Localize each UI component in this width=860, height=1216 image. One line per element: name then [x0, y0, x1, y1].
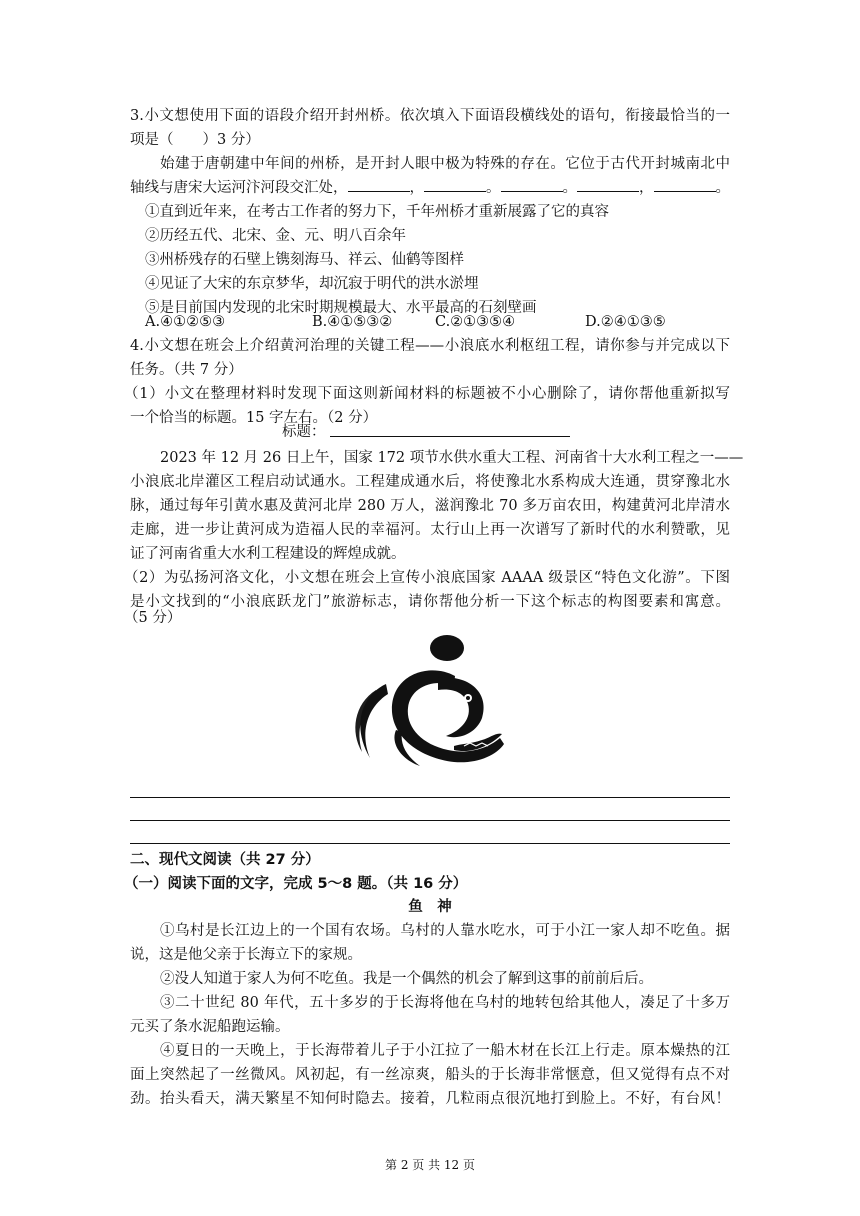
q4-sub2-line3: （5 分） — [124, 610, 182, 626]
title-input-line[interactable] — [330, 436, 570, 437]
fill-blank[interactable] — [577, 177, 639, 192]
story-title: 鱼 神 — [408, 899, 452, 915]
q4-sub1-line2: 一个恰当的标题。15 字左右。（2 分） — [130, 410, 378, 426]
news-line5: 证了河南省重大水利工程建设的辉煌成就。 — [130, 546, 406, 562]
q3-option-1: ①直到近年来，在考古工作者的努力下，千年州桥才重新展露了它的真容 — [145, 204, 609, 220]
q4-stem-line2: 任务。（共 7 分） — [130, 362, 243, 378]
news-line4: 走廊，进一步让黄河成为造福人民的幸福河。太行山上再一次谱写了新时代的水利赞歌，见 — [130, 522, 730, 538]
q3-stem-line1: 3.小文想使用下面的语段介绍开封州桥。依次填入下面语段横线处的语句，衔接最恰当的一 — [130, 108, 730, 124]
fish-wave-logo-icon — [350, 634, 506, 772]
answer-line[interactable] — [130, 797, 730, 798]
choice-a[interactable]: A.④①②⑤③ — [145, 314, 226, 330]
story-p4-line2: 面上突然起了一丝微风。风初起，有一丝凉爽，船头的于长海非常惬意，但又觉得有点不对 — [130, 1067, 730, 1083]
part-heading: （一）阅读下面的文字，完成 5～8 题。（共 16 分） — [124, 876, 468, 892]
choice-b[interactable]: B.④①⑤③② — [312, 314, 393, 330]
news-line2: 小浪底北岸灌区工程启动试通水。工程建成通水后，将使豫北水系构成大连通，贯穿豫北水 — [130, 474, 730, 490]
q3-choices — [145, 310, 705, 334]
story-p2: ②没人知道于家人为何不吃鱼。我是一个偶然的机会了解到这事的前前后后。 — [160, 971, 653, 987]
story-p3-line1: ③二十世纪 80 年代，五十多岁的于长海将他在乌村的地转包给其他人，凑足了十多万 — [160, 995, 730, 1011]
answer-line[interactable] — [130, 843, 730, 844]
title-label: 标题： — [282, 424, 326, 440]
q3-passage-line1: 始建于唐朝建中年间的州桥，是开封人眼中极为特殊的存在。它位于古代开封城南北中 — [160, 156, 730, 172]
q3-option-4: ④见证了大宋的东京梦华，却沉寂于明代的洪水淤埋 — [145, 276, 479, 292]
q3-option-2: ②历经五代、北宋、金、元、明八百余年 — [145, 228, 406, 244]
q3-option-5: ⑤是目前国内发现的北宋时期规模最大、水平最高的石刻壁画 — [145, 300, 537, 316]
answer-line[interactable] — [130, 820, 730, 821]
story-p4-line3: 劲。抬头看天，满天繁星不知何时隐去。接着，几粒雨点很沉地打到脸上。不好，有台风！ — [130, 1091, 730, 1107]
story-p3-line2: 元买了条水泥船跑运输。 — [130, 1019, 290, 1035]
fill-blank[interactable] — [654, 177, 716, 192]
page-footer: 第 2 页 共 12 页 — [385, 1158, 475, 1172]
q4-sub2-line2: 是小文找到的“小浪底跃龙门”旅游标志，请你帮他分析一下这个标志的构图要素和寓意。 — [130, 594, 730, 610]
q4-stem-line1: 4.小文想在班会上介绍黄河治理的关键工程——小浪底水利枢纽工程，请你参与并完成以下 — [130, 338, 730, 354]
story-p1-line1: ①乌村是长江边上的一个国有农场。乌村的人靠水吃水，可于小江一家人却不吃鱼。据 — [160, 923, 730, 939]
fill-blank[interactable] — [501, 177, 563, 192]
news-line1: 2023 年 12 月 26 日上午，国家 172 项节水供水重大工程、河南省十大水利工程之一—— — [160, 450, 744, 466]
section-heading: 二、现代文阅读（共 27 分） — [130, 852, 320, 868]
choice-c[interactable]: C.②①③⑤④ — [435, 314, 516, 330]
q4-sub1-line1: （1）小文在整理材料时发现下面这则新闻材料的标题被不小心删除了，请你帮他重新拟写 — [124, 386, 730, 402]
fill-blank[interactable] — [424, 177, 486, 192]
story-p4-line1: ④夏日的一天晚上，于长海带着儿子于小江拉了一船木材在长江上行走。原本燥热的江 — [160, 1043, 730, 1059]
fill-blank[interactable] — [348, 177, 410, 192]
q4-sub2-line1: （2）为弘扬河洛文化，小文想在班会上宣传小浪底国家 AAAA 级景区“特色文化游”。下图 — [124, 570, 730, 586]
q3-stem-line2: 项是（ ）3 分） — [130, 132, 260, 148]
q3-option-3: ③州桥残存的石壁上镌刻海马、祥云、仙鹤等图样 — [145, 252, 464, 268]
choice-d[interactable]: D.②④①③⑤ — [585, 314, 666, 330]
q3-passage-text: 轴线与唐宋大运河汴河段交汇处， — [130, 180, 348, 196]
news-line3: 脉，通过每年引黄水惠及黄河北岸 280 万人，滋润豫北 70 多万亩农田，构建黄河北岸清水 — [130, 498, 730, 514]
q3-passage-line2: 轴线与唐宋大运河汴河段交汇处， ， 。 。 ， 。 — [130, 176, 730, 200]
story-p1-line2: 说，这是他父亲于长海立下的家规。 — [130, 947, 362, 963]
